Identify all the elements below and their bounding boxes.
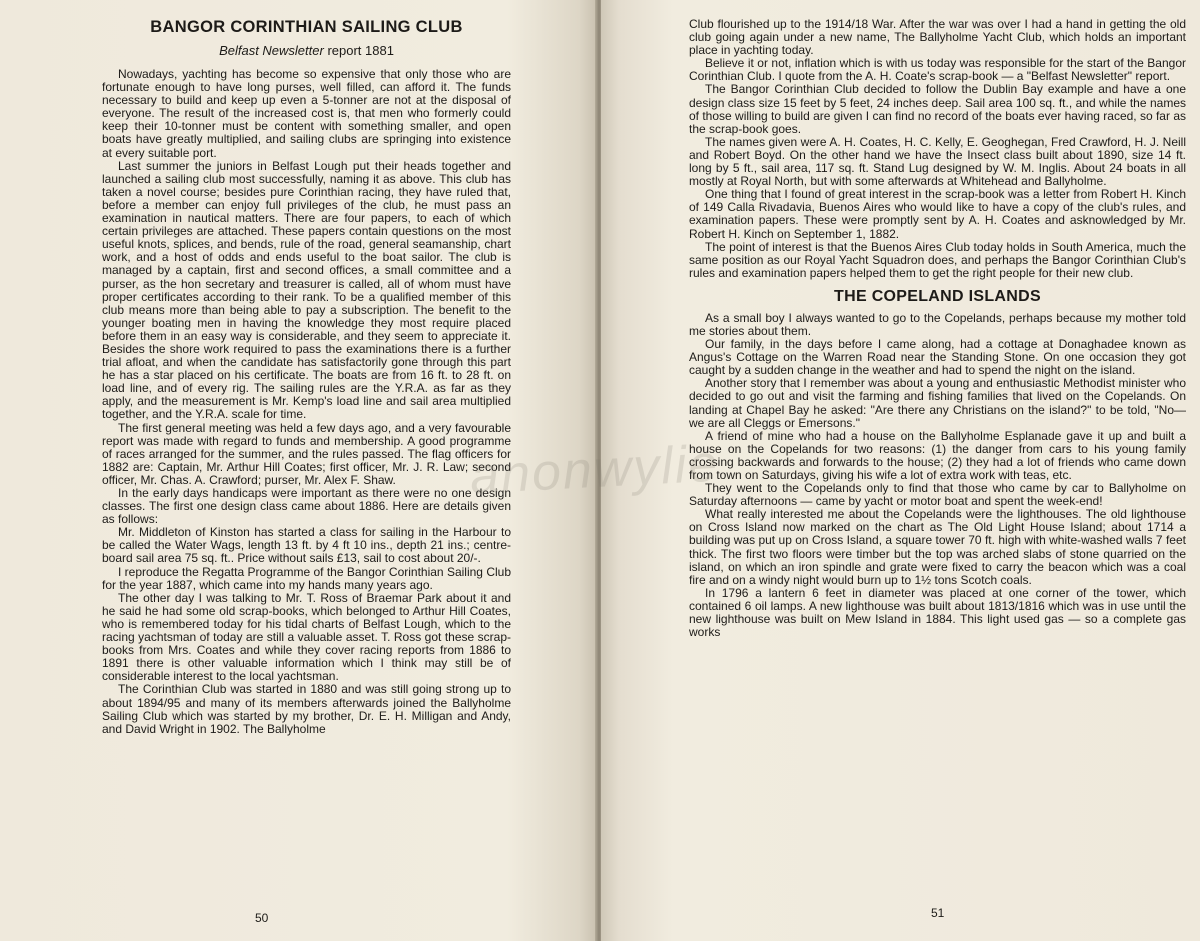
page-subtitle xyxy=(102,43,511,58)
paragraph: The other day I was talking to Mr. T. Ross of Braemar Park about it and he said he had some old scrap-books, which belonged to Arthur Hill Coates, who is remembered today for his tidal charts of Belfast Lough, which to the racing yachtsman of today are still a valuable asset. T. Ross got these scrap-books from Mrs. Coates and while they cover racing reports from 1886 to 1891 there is other valuable information which I think may still be of considerable interest to the local yachtsman. xyxy=(102,590,511,684)
subtitle-rest: report 1881 xyxy=(323,43,394,58)
paragraph: Last summer the juniors in Belfast Lough put their heads together and launched a sailing club most successfully, naming it as above. This club has taken a novel course; besides pure Corinthian racing, they have ruled that, before a member can enjoy full privileges of the club, he must pass an examination in nautical matters. There are four papers, to each of which certain privileges are attached. These papers contain questions on the most useful knots, splices, and bends, rule of the road, general seamanship, chart work, and a host of odds and ends useful to the boat sailor. The club is managed by a captain, first and second offices, a small committee and a purser, as the hon secretary and treasurer is called, all of whom must have proper certificates according to their rank. To be a qualified member of this club means more than being able to pay a subscription. The benefit to the younger boating men in having the knowledge they most require placed before them in an easy way is considerable, and they seem to appreciate it. Besides the shore work required to pass the examinations there is a further trial afloat, and when the candidate has satisfactorily gone through this part he has a star placed on his certificate. The boats are from 16 ft. to 28 ft. on load line, and of every rig. The sailing rules are the Y.R.A. as far as they apply, and the measurement is Mr. Kemp's load line and sail area multiplied together, and the Y.R.A. scale for time. xyxy=(102,158,511,422)
right-body-top xyxy=(689,18,1186,280)
paragraph: The point of interest is that the Buenos Aires Club today holds in South America, much the same position as our Royal Yacht Squadron does, and perhaps the Bangor Corinthian Club's rules and examination papers helped them to get the right people for their new club. xyxy=(689,239,1186,280)
paragraph: Club flourished up to the 1914/18 War. After the war was over I had a hand in getting the old club going again under a new name, The Ballyholme Yacht Club, which holds an important place in yachting today. xyxy=(689,17,1186,58)
paragraph: Nowadays, yachting has become so expensive that only those who are fortunate enough to have long purses, well filled, can afford it. The funds necessary to build and keep up even a 5-tonner are not at the disposal of everyone. The result of the increased cost is, that men who formerly could keep their 10-tonner must be content with something smaller, and open boats have greatly multiplied, and sailing clubs are springing into existence at every suitable port. xyxy=(102,67,511,160)
paragraph: The Bangor Corinthian Club decided to follow the Dublin Bay example and have a one design class size 15 feet by 5 feet, 24 inches deep. Sail area 100 sq. ft., and while the names of those willing to build are given I can find no record of the boats ever having raced, so far as the scrap-book goes. xyxy=(689,82,1186,136)
page-title: BANGOR CORINTHIAN SAILING CLUB xyxy=(150,18,463,36)
paragraph: In the early days handicaps were important as there were no one design classes. The first one design class came about 1886. Here are details given as follows: xyxy=(102,486,511,527)
paragraph: Another story that I remember was about a young and enthusiastic Methodist minister who decided to go out and visit the farming and fishing families that lived on the Copelands. On landing at Chapel Bay he asked: "Are there any Christians on the island?" to be told, "No—we are all Cleggs or Emersons." xyxy=(689,376,1186,430)
paragraph: Mr. Middleton of Kinston has started a class for sailing in the Harbour to be called the Water Wags, length 13 ft. by 4 ft 10 ins., depth 21 ins.; centre-board sail area 75 sq. ft.. Price without sails £13, sail to cost about 20/-. xyxy=(102,525,511,566)
paragraph: In 1796 a lantern 6 feet in diameter was placed at one corner of the tower, which contained 6 oil lamps. A new lighthouse was built about 1813/1816 which was in use until the new lighthouse was built on Mew Island in 1884. This light used gas — so a complete gas works xyxy=(689,585,1186,640)
section-title: THE COPELAND ISLANDS xyxy=(834,287,1041,305)
page-number-left: 50 xyxy=(255,911,269,925)
paragraph: A friend of mine who had a house on the Ballyholme Esplanade gave it up and built a house on the Copelands for two reasons: (1) the danger from cars to his young family crossing backwards and forwards to the house; (2) they had a lot of friends who came down from town on Saturdays, giving his wife a lot of extra work with teas, etc. xyxy=(689,428,1186,482)
paragraph: The first general meeting was held a few days ago, and a very favourable report was made with regard to funds and membership. A good programme of races arranged for the summer, and the rules passed. The flag officers for 1882 are: Captain, Mr. Arthur Hill Coates; first officer, Mr. J. R. Law; second officer, Mr. Chas. A. Crawford; purser, Mr. Alex F. Shaw. xyxy=(102,420,511,487)
subtitle-source: Belfast Newsletter xyxy=(219,43,324,58)
paragraph: Believe it or not, inflation which is with us today was responsible for the start of the Bangor Corinthian Club. I quote from the A. H. Coate's scrap-book — a "Belfast Newsletter" report. xyxy=(689,56,1186,84)
paragraph: The Corinthian Club was started in 1880 and was still going strong up to about 1894/95 and many of its members afterwards joined the Ballyholme Sailing Club which was started by my brother, Dr. E. H. Milligan and Andy, and David Wright in 1902. The Ballyholme xyxy=(102,682,511,736)
paragraph: One thing that I found of great interest in the scrap-book was a letter from Robert H. Kinch of 149 Calla Rivadavia, Buenos Aires who would like to have a copy of the club's rules, and examination papers. These were promptly sent by A. H. Coates and asknowledged by Mr. Robert H. Kinch on September 1, 1882. xyxy=(689,187,1186,241)
left-page xyxy=(0,0,597,941)
paragraph: Our family, in the days before I came along, had a cottage at Donaghadee known as Angus's Cottage on the Warren Road near the Standing Stone. On one occasion they got caught by a sudden change in the weather and had to spend the night on the island. xyxy=(689,337,1186,378)
right-page xyxy=(601,0,1200,941)
right-body-bottom xyxy=(689,312,1186,639)
paragraph: What really interested me about the Copelands were the lighthouses. The old lighthouse on Cross Island now marked on the chart as The Old Light House Island; about 1714 a building was put up on Cross Island, a square tower 70 ft. high with white-washed walls 7 feet thick. The first two floors were timber but the top was arched slabs of stone quarried on the island, on which an iron spindle and grate were fixed to carry the beacon which was a coal fire and on a windy night would burn up to 1½ tons Scotch coals. xyxy=(689,507,1186,587)
page-number-right: 51 xyxy=(931,906,945,920)
paragraph: The names given were A. H. Coates, H. C. Kelly, E. Geoghegan, Fred Crawford, H. J. Neill and Robert Boyd. On the other hand we have the Insect class built about 1890, size 14 ft. long by 5 ft., sail area, 117 sq. ft. Stand Lug designed by W. M. Inglis. About 24 boats in all mostly at Royal North, but with some afterwards at Whitehead and Ballyholme. xyxy=(689,134,1186,189)
paragraph: As a small boy I always wanted to go to the Copelands, perhaps because my mother told me stories about them. xyxy=(689,310,1186,338)
left-body xyxy=(102,68,511,736)
paragraph: I reproduce the Regatta Programme of the Bangor Corinthian Sailing Club for the year 1887, which came into my hands many years ago. xyxy=(102,564,511,592)
paragraph: They went to the Copelands only to find that those who came by car to Ballyholme on Saturday afternoons — came by yacht or motor boat and spent the week-end! xyxy=(689,481,1186,509)
